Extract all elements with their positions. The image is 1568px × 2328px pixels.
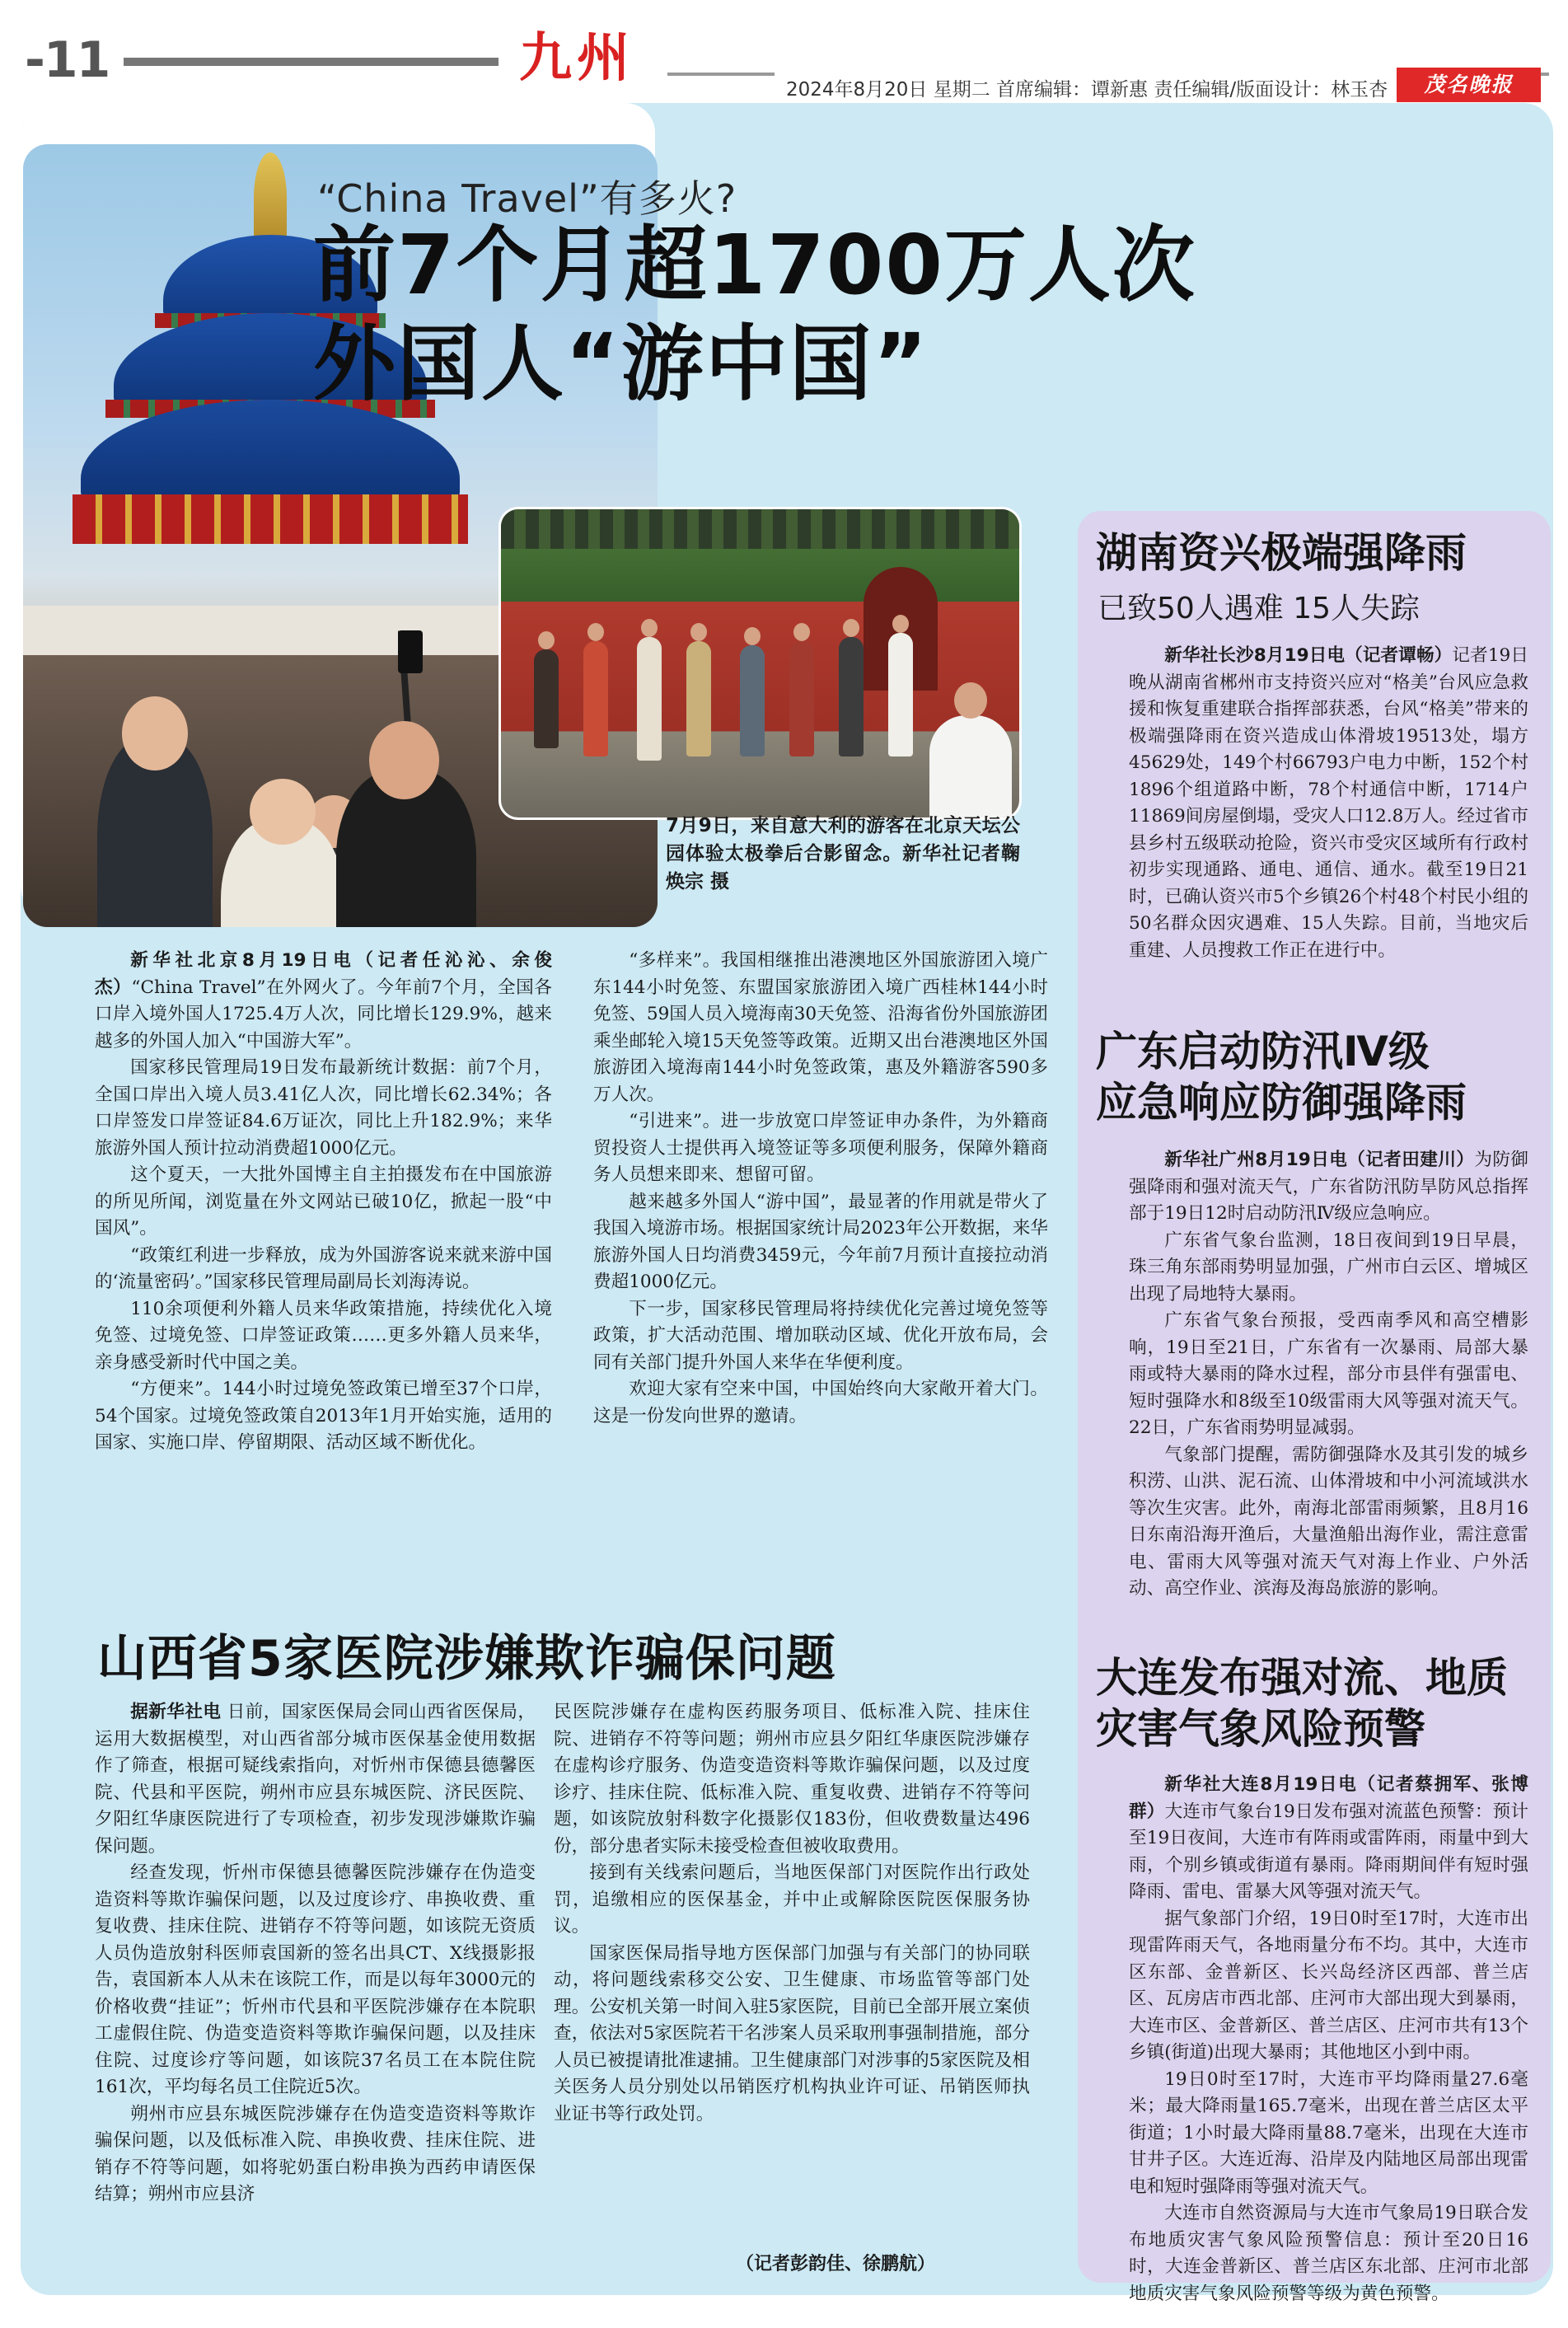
hunan-headline: 湖南资兴极端强降雨 [1096, 529, 1467, 577]
paragraph: 大连市自然资源局与大连市气象局19日联合发布地质灾害气象风险预警信息：预计至20日16时，大连金普新区、普兰店区东北部、庄河市北部地质灾害气象风险预警等级为黄色预警。 [1129, 2203, 1528, 2304]
paragraph: 国家医保局指导地方医保部门加强与有关部门的协同联动，将问题线索移交公安、卫生健康、市场监管等部门处理。公安机关第一时间入驻5家医院，目前已全部开展立案侦查，依法对5家医院若干名涉案人员采取刑事强制措施，部分人员已被提请批准逮捕。卫生健康部门对涉事的5家医院及相关医务人员分别处以吊销医疗机构执业许可证、吊销医师执业证书等行政处罚。 [554, 1942, 1030, 2124]
paragraph: 越来越多外国人“游中国”，最显著的作用就是带火了我国入境游市场。根据国家统计局2023年公开数据，来华旅游外国人日均消费3459元，今年前7月预计直接拉动消费超1000亿元。 [593, 1191, 1048, 1292]
hunan-subheadline: 已致50人遇难 15人失踪 [1098, 592, 1421, 625]
temple-spire [254, 152, 287, 243]
dateline: 2024年8月20日 星期二 首席编辑：谭新惠 责任编辑/版面设计：林玉杏 [775, 73, 1399, 103]
paragraph: 接到有关线索问题后，当地医保部门对医院作出行政处罚，追缴相应的医保基金，并中止或解除医院医保服务协议。 [554, 1862, 1030, 1937]
paragraph: 这个夏天，一大批外国博主自主拍摄发布在中国旅游的所见所闻，浏览量在外文网站已破10亿，掀起一股“中国风”。 [95, 1164, 552, 1239]
paragraph: 新华社广州8月19日电（记者田建川）为防御强降雨和强对流天气，广东省防汛防旱防风总指挥部于19日12时启动防汛Ⅳ级应急响应。 [1129, 1150, 1528, 1224]
paragraph: 新华社大连8月19日电（记者蔡拥军、张博群）大连市气象台19日发布强对流蓝色预警：预计至19日夜间，大连市有阵雨或雷阵雨，雨量中到大雨，个别乡镇或街道有暴雨。降雨期间伴有短时强降雨、雷电、雷暴大风等强对流天气。 [1129, 1774, 1528, 1902]
tourist-figure [888, 633, 913, 756]
guangdong-headline [1096, 1026, 1467, 1128]
lead-story-col-2 [593, 948, 1048, 1430]
guangdong-body [1129, 1147, 1528, 1603]
paragraph: 广东省气象台监测，18日夜间到19日早晨，珠三角东部雨势明显加强，广州市白云区、增城区出现了局地特大暴雨。 [1129, 1230, 1528, 1305]
taichi-group-photo [498, 507, 1022, 820]
tourist-head [369, 721, 439, 799]
phone [398, 630, 423, 673]
shanxi-credit: （记者彭韵佳、徐鹏航） [736, 2254, 936, 2274]
paragraph: “政策红利进一步释放，成为外国游客说来就来游中国的‘流量密码’。”国家移民管理局副局长刘海涛说。 [95, 1244, 552, 1292]
tourist-figure [686, 641, 711, 756]
tourist-figure [789, 641, 814, 756]
paragraph: 新华社北京8月19日电（记者任沁沁、余俊杰）“China Travel”在外网火了。今年前7个月，全国各口岸入境外国人1725.4万人次，同比增长129.9%，越来越多的外国人加入“中国游大军”。 [95, 950, 552, 1052]
paragraph: 据新华社电 日前，国家医保局会同山西省医保局，运用大数据模型，对山西省部分城市医保基金使用数据作了筛查，根据可疑线索指向，对忻州市保德县德馨医院、代县和平医院，朔州市应县东城医院、济民医院、夕阳红华康医院进行了专项检查，初步发现涉嫌欺诈骗保问题。 [95, 1702, 536, 1857]
tourist-figure [637, 637, 662, 761]
shanxi-col-1 [95, 1699, 536, 2209]
tourist-figure [740, 645, 765, 756]
header-rule [124, 58, 498, 66]
paragraph: “方便来”。144小时过境免签政策已增至37个口岸，54个国家。过境免签政策自2013年1月开始实施，适用的国家、实施口岸、停留期限、活动区域不断优化。 [95, 1379, 552, 1453]
paragraph: 国家移民管理局19日发布最新统计数据：前7个月，全国口岸出入境人员3.41亿人次，同比增长62.34%；各口岸签发口岸签证84.6万证次，同比上升182.9%；来华旅游外国人预计拉动消费超1000亿元。 [95, 1057, 552, 1159]
paragraph: 新华社长沙8月19日电（记者谭畅）记者19日晚从湖南省郴州市支持资兴应对“格美”台风应急救援和恢复重建联合指挥部获悉，台风“格美”带来的极端强降雨在资兴造成山体滑坡19513处，塌方45629处，149个村66793户电力中断，152个村1896个组道路中断，78个村通信中断，1714户11869间房屋倒塌，受灾人口12.8万人。经过省市县乡村五级联动抢险，资兴市受灾区域所有行政村初步实现通路、通电、通信、通水。截至19日21时，已确认资兴市5个乡镇26个村48个村民小组的50名群众因灾遇难、15人失踪。目前，当地灾后重建、人员搜救工作正在进行中。 [1129, 645, 1529, 961]
lead-story-col-1 [95, 948, 552, 1457]
tourist-figure [534, 649, 559, 748]
tourist-figure [583, 641, 608, 756]
paragraph: 民医院涉嫌存在虚构医药服务项目、低标准入院、挂床住院、进销存不符等问题；朔州市应县夕阳红华康医院涉嫌存在虚构诊疗服务、伪造变造资料等欺诈骗保问题，以及过度诊疗、挂床住院、低标准入院、重复收费、进销存不符等问题，如该院放射科数字化摄影仅183份，但收费数量达496份，部分患者实际未接受检查但被收取费用。 [554, 1702, 1030, 1857]
photographer-figure [929, 715, 1012, 820]
paragraph: 110余项便利外籍人员来华政策措施，持续优化入境免签、过境免签、口岸签证政策……更多外籍人员来华，亲身感受新时代中国之美。 [95, 1298, 552, 1373]
paragraph: 朔州市应县东城医院涉嫌存在伪造变造资料等欺诈骗保问题，以及低标准入院、串换收费、挂床住院、进销存不符等问题，如将驼奶蛋白粉串换为西药申请医保结算；朔州市应县济 [95, 2103, 536, 2204]
tourist-head [250, 779, 316, 845]
paragraph: 气象部门提醒，需防御强降水及其引发的城乡积涝、山洪、泥石流、山体滑坡和中小河流域洪水等次生灾害。此外，南海北部雷雨频繁，且8月16日东南沿海开渔后，大量渔船出海作业，需注意雷电、雷雨大风等强对流天气对海上作业、户外活动、高空作业、滨海及海岛旅游的影响。 [1129, 1444, 1528, 1599]
newspaper-logo: 茂名晚报 [1397, 68, 1541, 102]
section-name-text: 九州 [519, 27, 634, 89]
page-number: -11 [25, 31, 110, 89]
guangdong-headline-line1: 广东启动防汛Ⅳ级 [1096, 1028, 1430, 1075]
paragraph: “引进来”。进一步放宽口岸签证申办条件，为外籍商贸投资人士提供再入境签证等多项便利服务，保障外籍商务人员想来即来、想留可留。 [593, 1111, 1048, 1185]
paragraph: “多样来”。我国相继推出港澳地区外国旅游团入境广东144小时免签、东盟国家旅游团入境广西桂林144小时免签、59国人员入境海南30天免签、沿海省份外国旅游团乘坐邮轮入境15天免签等政策。近期又出台港澳地区外国旅游团入境海南144小时免签政策，惠及外籍游客590多万人次。 [593, 950, 1048, 1105]
photo-eave [501, 509, 1022, 549]
paragraph: 下一步，国家移民管理局将持续优化完善过境免签等政策，扩大活动范围、增加联动区域、优化开放布局，会同有关部门提升外国人来华在华便利度。 [593, 1298, 1048, 1373]
tourist-head [122, 696, 188, 771]
paragraph: 经查发现，忻州市保德县德馨医院涉嫌存在伪造变造资料等欺诈骗保问题，以及过度诊疗、串换收费、重复收费、挂床住院、进销存不符等问题，如该院无资质人员伪造放射科医师袁国新的签名出具CT、X线摄影报告，袁国新本人从未在该院工作，而是以每年3000元的价格收费“挂证”；忻州市代县和平医院涉嫌存在本院职工虚假住院、伪造变造资料等欺诈骗保问题，以及挂床住院、过度诊疗等问题，如该院37名员工在本院住院161次，平均每名员工住院近5次。 [95, 1862, 536, 2097]
guangdong-headline-line2: 应急响应防御强降雨 [1096, 1079, 1467, 1127]
dalian-headline-line2: 灾害气象风险预警 [1096, 1705, 1425, 1753]
paragraph: 据气象部门介绍，19日0时至17时，大连市出现雷阵雨天气，各地雨量分布不均。其中，大连市区东部、金普新区、长兴岛经济区西部、普兰店区、瓦房店市西北部、庄河市大部出现大到暴雨，大连市区、金普新区、普兰店区、庄河市共有13个乡镇(街道)出现大暴雨；其他地区小到中雨。 [1129, 1908, 1528, 2063]
lead-headline [313, 216, 1196, 414]
dalian-headline [1096, 1652, 1508, 1754]
lead-headline-line2: 外国人“游中国” [313, 316, 929, 412]
dalian-headline-line1: 大连发布强对流、地质 [1096, 1654, 1508, 1702]
lead-headline-line1: 前7个月超1700万人次 [313, 217, 1196, 313]
paragraph: 欢迎大家有空来中国，中国始终向大家敞开着大门。这是一份发向世界的邀请。 [593, 1379, 1048, 1426]
lead-kicker: “China Travel”有多火? [317, 176, 737, 221]
paragraph: 广东省气象台预报，受西南季风和高空槽影响，19日至21日，广东省有一次暴雨、局部大暴雨或特大暴雨的降水过程，部分市县伴有强雷电、短时强降水和8级至10级雷雨大风等强对流天气。22日，广东省雨势明显减弱。 [1129, 1310, 1528, 1438]
paragraph: 19日0时至17时，大连市平均降雨量27.6毫米；最大降雨量165.7毫米，出现在普兰店区太平街道；1小时最大降雨量88.7毫米，出现在大连市甘井子区。大连近海、沿岸及内陆地区局部出现雷电和短时强降雨等强对流天气。 [1129, 2068, 1528, 2197]
hunan-body [1129, 643, 1528, 964]
tourist-figure [839, 637, 864, 756]
shanxi-headline: 山西省5家医院涉嫌欺诈骗保问题 [97, 1630, 836, 1688]
temple-band-bottom [73, 494, 468, 544]
dalian-body [1129, 1772, 1528, 2307]
section-name [519, 26, 643, 91]
shanxi-col-2 [554, 1699, 1030, 2128]
photo-caption: 7月9日，来自意大利的游客在北京天坛公园体验太极拳后合影留念。新华社记者鞠焕宗 摄 [666, 815, 1020, 892]
